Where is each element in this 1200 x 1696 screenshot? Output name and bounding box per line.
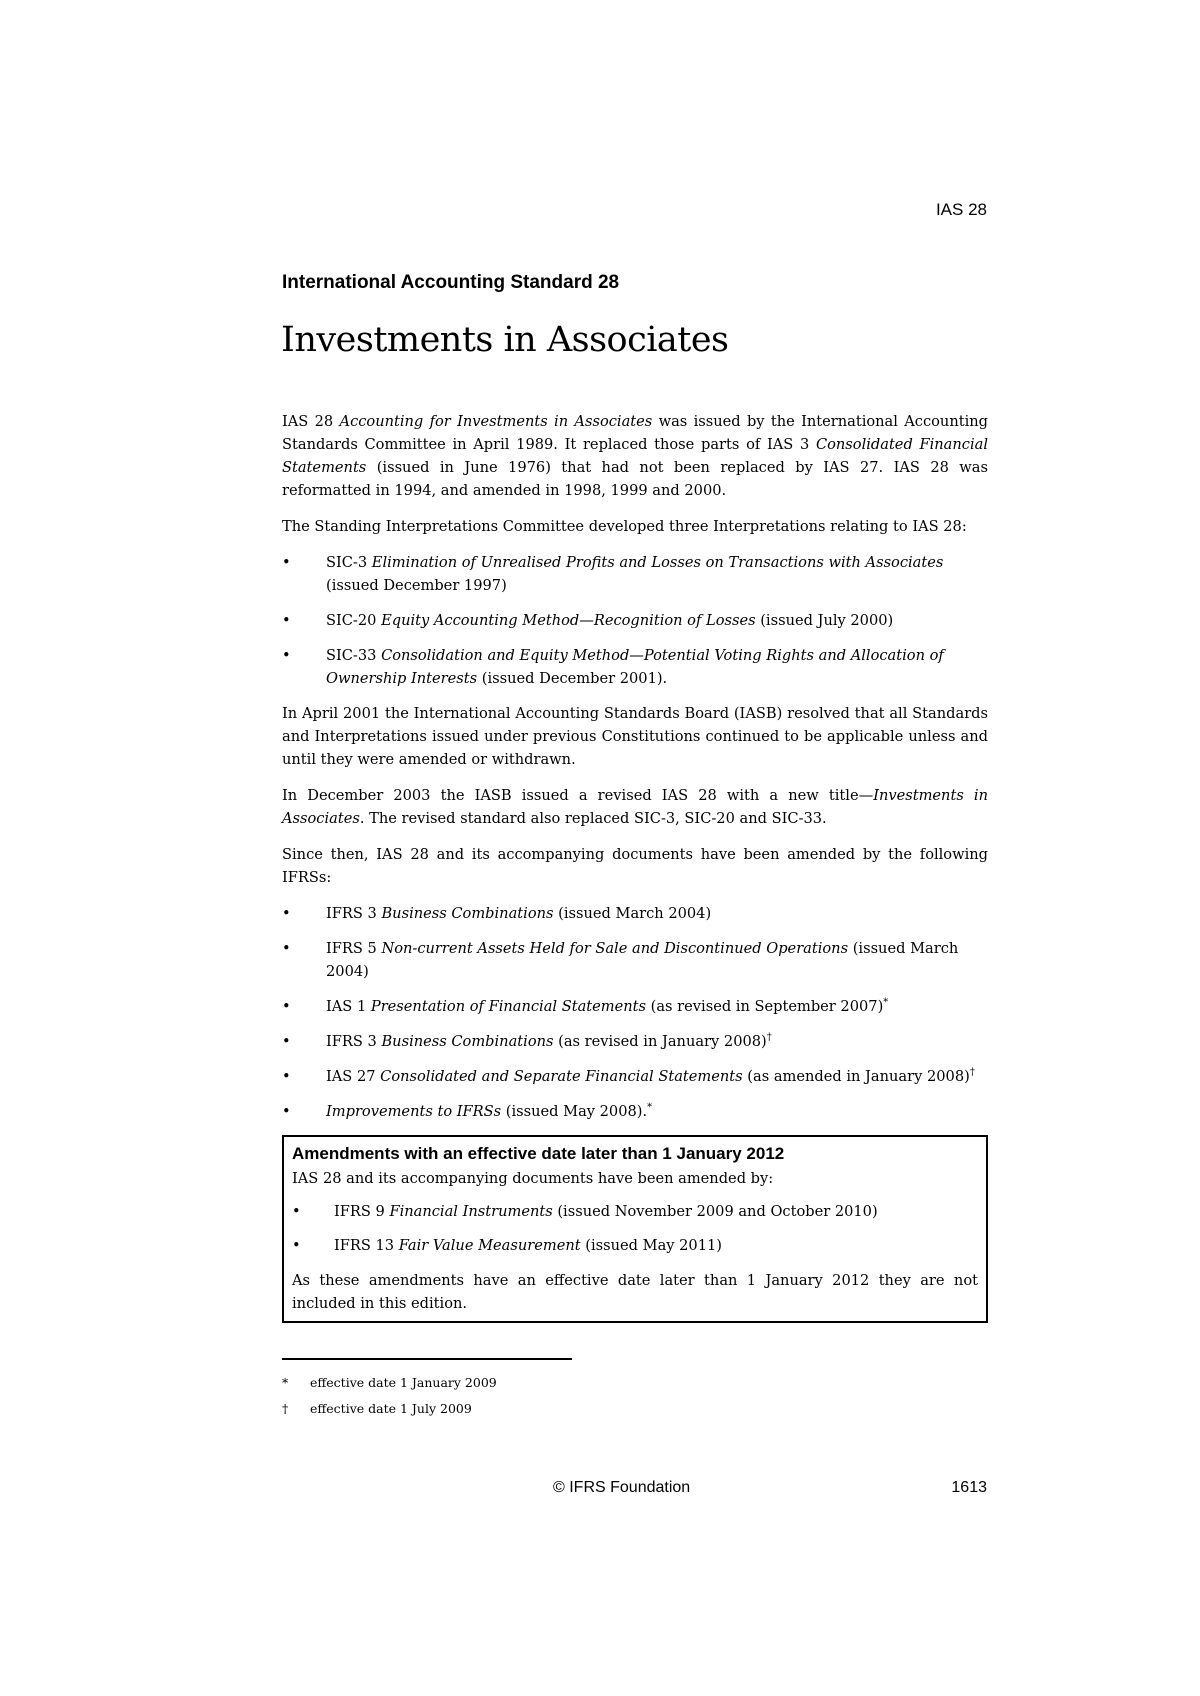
list-item: • IFRS 9 Financial Instruments (issued November 2009 and October 2010) (292, 1200, 978, 1223)
amendments-box-intro: IAS 28 and its accompanying documents have been amended by: (292, 1170, 774, 1187)
page-number: 1613 (951, 1479, 987, 1496)
page-title: Investments in Associates (281, 320, 729, 360)
footnote-ref: * (883, 997, 889, 1009)
footnote: † effective date 1 July 2009 (282, 1401, 472, 1416)
amendments-box-closing: As these amendments have an effective date later than 1 January 2012 they are not included in this edition. (292, 1272, 978, 1312)
footnote-divider (282, 1358, 572, 1360)
list-item: • IAS 27 Consolidated and Separate Financial Statements (as amended in January 2008)† (282, 1065, 988, 1088)
footnotes (282, 1370, 497, 1422)
list-item: • SIC-3 Elimination of Unrealised Profits and Losses on Transactions with Associates (issued December 1997) (282, 551, 988, 597)
footnote-ref: * (647, 1102, 653, 1114)
list-item: • IFRS 3 Business Combinations (issued March 2004) (282, 902, 988, 925)
since-paragraph: Since then, IAS 28 and its accompanying documents have been amended by the following IFRSs: (282, 846, 988, 886)
intro-paragraph (282, 410, 988, 502)
amendments-box (282, 1135, 988, 1323)
ifrs-list (282, 902, 988, 1123)
list-item: • IFRS 13 Fair Value Measurement (issued May 2011) (292, 1234, 978, 1257)
intro-text-a: IAS 28 (282, 413, 340, 430)
intro-text-b: was issued by the International Accounting Standards Committee in April 1989. It replaced those parts of IAS 3 (282, 413, 988, 453)
revised-paragraph: In December 2003 the IASB issued a revised IAS 28 with a new title—Investments in Associates. The revised standard also replaced SIC-3, SIC-20 and SIC-33. (282, 787, 988, 827)
footnote-ref: † (766, 1032, 772, 1044)
amendments-list (292, 1200, 978, 1257)
sic-list (282, 551, 988, 690)
standard-label: International Accounting Standard 28 (282, 272, 620, 293)
list-item: • IFRS 5 Non-current Assets Held for Sale and Discontinued Operations (issued March 2004) (282, 937, 988, 983)
list-item: • SIC-20 Equity Accounting Method—Recognition of Losses (issued July 2000) (282, 609, 988, 632)
footer-copyright: © IFRS Foundation (553, 1479, 691, 1496)
intro-text-c: (issued in June 1976) that had not been replaced by IAS 27. IAS 28 was reformatted in 1994, and amended in 1998, 1999 and 2000. (282, 459, 988, 499)
sic-intro-paragraph: The Standing Interpretations Committee developed three Interpretations relating to IAS 28: (282, 518, 967, 535)
body-text (282, 410, 988, 1323)
iasb-paragraph: In April 2001 the International Accounting Standards Board (IASB) resolved that all Standards and Interpretations issued under previous Constitutions continued to be applicable unless and until they were amended or withdrawn. (282, 705, 988, 768)
amendments-box-title: Amendments with an effective date later than 1 January 2012 (292, 1144, 785, 1163)
running-head: IAS 28 (935, 200, 987, 219)
intro-ref-italic: Consolidated Financial Statements (282, 436, 988, 476)
intro-title-italic: Accounting for Investments in Associates (339, 413, 653, 430)
footnote-ref: † (969, 1067, 975, 1079)
list-item: • Improvements to IFRSs (issued May 2008).* (282, 1100, 988, 1123)
list-item: • SIC-33 Consolidation and Equity Method—Potential Voting Rights and Allocation of Ownership Interests (issued December 2001). (282, 644, 988, 690)
list-item: • IFRS 3 Business Combinations (as revised in January 2008)† (282, 1030, 988, 1053)
list-item: • IAS 1 Presentation of Financial Statements (as revised in September 2007)* (282, 995, 988, 1018)
footnote: * effective date 1 January 2009 (282, 1375, 497, 1390)
